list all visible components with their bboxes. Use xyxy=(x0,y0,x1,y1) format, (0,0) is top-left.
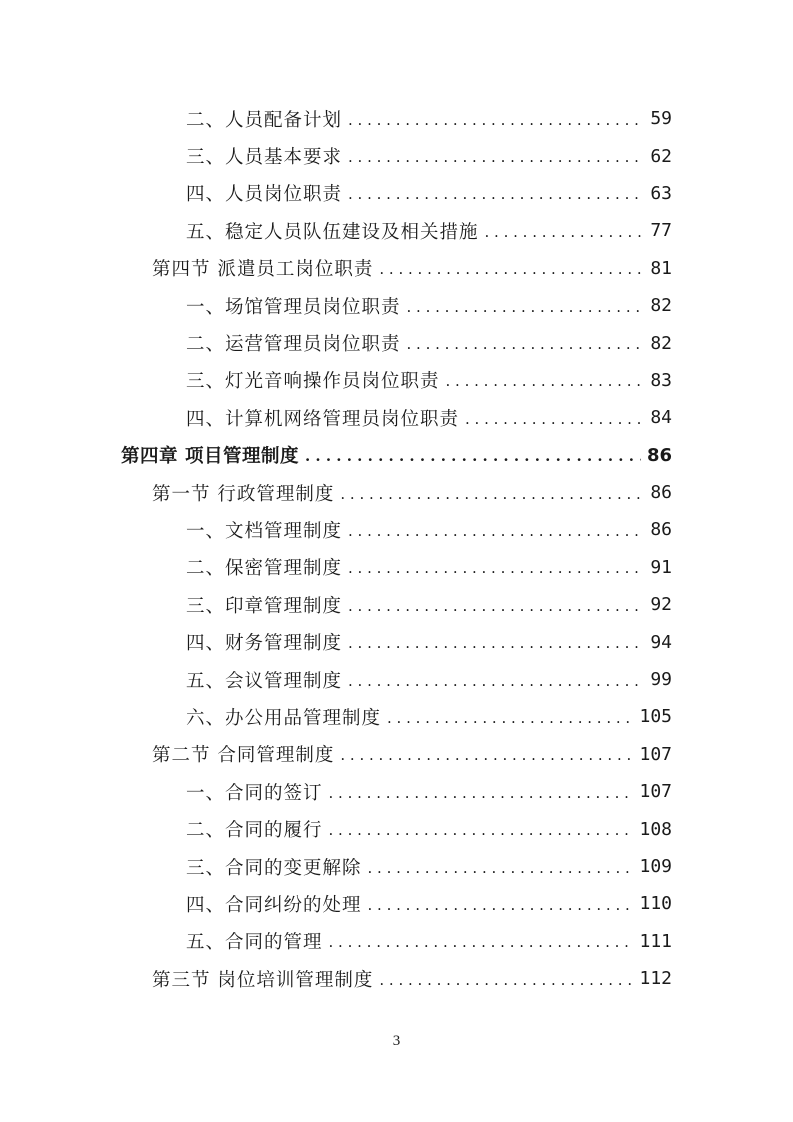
toc-entry-page: 111 xyxy=(639,930,672,952)
toc-entry-page: 81 xyxy=(650,257,672,279)
toc-leader-dots xyxy=(407,335,645,353)
toc-entry-line xyxy=(186,218,672,244)
toc-section-entry[interactable] xyxy=(0,736,793,773)
toc-leader-dots xyxy=(368,859,634,877)
toc-entry-line xyxy=(152,255,672,281)
toc-entry-page: 83 xyxy=(650,369,672,391)
toc-entry-line xyxy=(186,629,672,655)
toc-subsection-entry[interactable] xyxy=(0,923,793,960)
toc-entry-line xyxy=(186,667,672,693)
toc-entry-title: 一、合同的签订 xyxy=(186,782,323,804)
toc-subsection-entry[interactable] xyxy=(0,137,793,174)
toc-entry-title: 六、办公用品管理制度 xyxy=(186,707,382,729)
toc-entry-title: 一、文档管理制度 xyxy=(186,520,343,542)
toc-leader-dots xyxy=(465,410,644,428)
toc-entry-page: 109 xyxy=(639,856,672,877)
toc-entry-title: 三、合同的变更解除 xyxy=(186,857,362,879)
toc-subsection-entry[interactable] xyxy=(0,773,793,810)
toc-entry-line xyxy=(186,143,672,169)
toc-section-entry[interactable] xyxy=(0,474,793,511)
toc-entry-page: 108 xyxy=(639,818,672,840)
toc-leader-dots xyxy=(305,447,641,465)
toc-subsection-entry[interactable] xyxy=(0,511,793,548)
toc-entry-page: 77 xyxy=(650,220,672,242)
toc-subsection-entry[interactable] xyxy=(0,324,793,361)
toc-entry-title: 第二节 合同管理制度 xyxy=(152,745,335,767)
toc-subsection-entry[interactable] xyxy=(0,698,793,735)
toc-leader-dots xyxy=(368,896,634,914)
toc-subsection-entry[interactable] xyxy=(0,399,793,436)
toc-leader-dots xyxy=(348,597,644,615)
toc-entry-page: 82 xyxy=(650,332,672,354)
toc-entry-page: 99 xyxy=(650,669,672,691)
toc-entry-page: 107 xyxy=(639,743,672,765)
toc-entry-line xyxy=(186,592,672,618)
toc-entry-title: 第四节 派遣员工岗位职责 xyxy=(152,259,374,281)
toc-entry-title: 四、人员岗位职责 xyxy=(186,184,343,206)
toc-entry-title: 四、合同纠纷的处理 xyxy=(186,894,362,916)
toc-entry-line xyxy=(152,741,672,767)
toc-subsection-entry[interactable] xyxy=(0,175,793,212)
toc-chapter-entry[interactable] xyxy=(0,437,793,474)
toc-leader-dots xyxy=(348,185,644,203)
toc-entry-page: 62 xyxy=(650,145,672,167)
toc-entry-title: 五、合同的管理 xyxy=(186,932,323,954)
toc-entry-title: 三、人员基本要求 xyxy=(186,147,343,169)
toc-entry-line xyxy=(186,293,672,319)
toc-subsection-entry[interactable] xyxy=(0,212,793,249)
toc-subsection-entry[interactable] xyxy=(0,362,793,399)
toc-leader-dots xyxy=(329,933,634,951)
toc-entry-title: 二、人员配备计划 xyxy=(186,109,343,131)
toc-entry-line xyxy=(186,405,672,431)
toc-leader-dots xyxy=(348,522,644,540)
toc-entry-line xyxy=(186,517,672,543)
toc-entry-line xyxy=(186,330,672,356)
toc-subsection-entry[interactable] xyxy=(0,623,793,660)
toc-leader-dots xyxy=(348,559,644,577)
toc-leader-dots xyxy=(340,485,644,503)
toc-entry-line xyxy=(186,554,672,580)
toc-entry-title: 一、场馆管理员岗位职责 xyxy=(186,296,401,318)
toc-entry-page: 92 xyxy=(650,594,672,616)
toc-entry-title: 四、计算机网络管理员岗位职责 xyxy=(186,408,460,430)
toc-entry-title: 二、保密管理制度 xyxy=(186,558,343,580)
toc-entry-line xyxy=(186,106,672,132)
toc-entry-line xyxy=(186,779,672,805)
toc-leader-dots xyxy=(348,634,644,652)
toc-entry-page: 86 xyxy=(650,482,672,504)
toc-entry-title: 二、运营管理员岗位职责 xyxy=(186,334,401,356)
toc-entry-page: 82 xyxy=(650,295,672,317)
toc-entry-line xyxy=(186,180,672,206)
toc-entry-line xyxy=(186,704,672,730)
toc-entry-page: 112 xyxy=(639,968,672,990)
toc-entry-line xyxy=(186,816,672,842)
toc-entry-line xyxy=(186,928,672,954)
toc-entry-line xyxy=(121,442,672,468)
toc-subsection-entry[interactable] xyxy=(0,549,793,586)
table-of-contents xyxy=(0,100,793,997)
toc-subsection-entry[interactable] xyxy=(0,100,793,137)
toc-leader-dots xyxy=(329,784,634,802)
toc-subsection-entry[interactable] xyxy=(0,586,793,623)
toc-entry-page: 86 xyxy=(650,519,672,541)
toc-section-entry[interactable] xyxy=(0,960,793,997)
toc-entry-line xyxy=(186,891,672,917)
toc-leader-dots xyxy=(340,746,633,764)
toc-entry-page: 59 xyxy=(650,108,672,130)
toc-subsection-entry[interactable] xyxy=(0,661,793,698)
toc-leader-dots xyxy=(379,260,644,278)
toc-subsection-entry[interactable] xyxy=(0,848,793,885)
toc-entry-page: 63 xyxy=(650,182,672,204)
toc-section-entry[interactable] xyxy=(0,250,793,287)
toc-entry-title: 二、合同的履行 xyxy=(186,820,323,842)
toc-entry-page: 86 xyxy=(646,444,672,466)
toc-subsection-entry[interactable] xyxy=(0,885,793,922)
toc-leader-dots xyxy=(329,821,634,839)
page-number: 3 xyxy=(392,1033,401,1049)
toc-leader-dots xyxy=(387,709,633,727)
toc-leader-dots xyxy=(485,223,645,241)
toc-subsection-entry[interactable] xyxy=(0,810,793,847)
toc-subsection-entry[interactable] xyxy=(0,287,793,324)
toc-entry-title: 五、会议管理制度 xyxy=(186,670,343,692)
toc-entry-title: 五、稳定人员队伍建设及相关措施 xyxy=(186,221,479,243)
toc-entry-page: 91 xyxy=(650,556,672,578)
toc-leader-dots xyxy=(348,111,644,129)
toc-leader-dots xyxy=(348,672,644,690)
toc-entry-line xyxy=(186,367,672,393)
toc-leader-dots xyxy=(446,372,645,390)
toc-entry-title: 四、财务管理制度 xyxy=(186,633,343,655)
toc-entry-page: 107 xyxy=(639,781,672,803)
toc-entry-page: 110 xyxy=(639,893,672,915)
toc-leader-dots xyxy=(348,148,644,166)
toc-entry-line xyxy=(152,966,672,992)
toc-entry-title: 第一节 行政管理制度 xyxy=(152,483,335,505)
toc-entry-line xyxy=(152,480,672,506)
toc-entry-page: 94 xyxy=(650,631,672,653)
toc-entry-title: 第四章 项目管理制度 xyxy=(121,446,299,468)
toc-entry-line xyxy=(186,854,672,880)
toc-entry-page: 105 xyxy=(639,706,672,728)
toc-leader-dots xyxy=(407,298,645,316)
toc-leader-dots xyxy=(379,971,633,989)
toc-entry-title: 三、印章管理制度 xyxy=(186,595,343,617)
toc-entry-title: 三、灯光音响操作员岗位职责 xyxy=(186,371,440,393)
toc-entry-title: 第三节 岗位培训管理制度 xyxy=(152,969,374,991)
toc-entry-page: 84 xyxy=(650,407,672,429)
